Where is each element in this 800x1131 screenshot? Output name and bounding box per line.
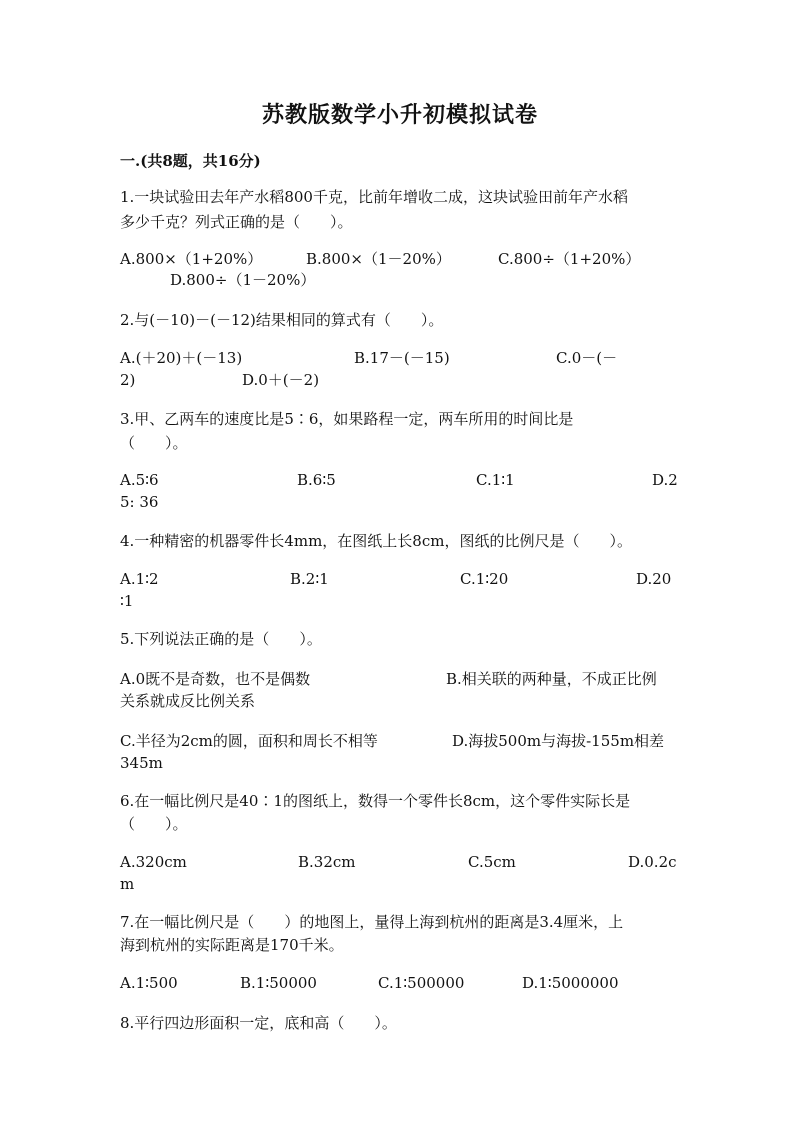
question-3-option-d-cont: 5: 36: [120, 493, 159, 511]
question-4-option-a: A.1∶2: [120, 570, 159, 588]
question-6-option-d-cont: m: [120, 875, 135, 893]
question-1-option-b: B.800×（1－20%）: [306, 250, 451, 268]
question-3-option-c: C.1∶1: [476, 471, 515, 489]
question-2-option-c-cont: 2): [120, 371, 136, 389]
question-5-option-a: A.0既不是奇数，也不是偶数: [120, 670, 311, 688]
question-3-option-a: A.5∶6: [120, 471, 159, 489]
question-5-option-d: D.海拔500m与海拔-155m相差: [452, 732, 665, 750]
question-3-option-d: D.2: [652, 471, 678, 489]
question-7-text: 7.在一幅比例尺是（ ）的地图上，量得上海到杭州的距离是3.4厘米，上: [120, 913, 624, 931]
question-1-option-d: D.800÷（1－20%）: [170, 271, 316, 289]
question-7-option-b: B.1∶50000: [240, 974, 317, 992]
question-5-option-b-cont: 关系就成反比例关系: [120, 692, 256, 710]
question-7-option-d: D.1∶5000000: [522, 974, 619, 992]
question-5-option-d-cont: 345m: [120, 754, 163, 772]
question-6-option-b: B.32cm: [298, 853, 356, 871]
question-2-option-d: D.0＋(－2): [242, 371, 320, 389]
question-4-option-d-cont: ∶1: [120, 592, 134, 610]
question-2-option-a: A.(＋20)＋(－13): [120, 349, 243, 367]
question-7-text-cont: 海到杭州的实际距离是170千米。: [120, 936, 344, 954]
question-6-text: 6.在一幅比例尺是40∶1的图纸上，数得一个零件长8cm，这个零件实际长是: [120, 792, 631, 810]
question-2-option-b: B.17－(－15): [354, 349, 450, 367]
question-2-option-c: C.0－(－: [556, 349, 618, 367]
question-6-option-a: A.320cm: [120, 853, 187, 871]
question-7-option-a: A.1∶500: [120, 974, 178, 992]
page-title: 苏教版数学小升初模拟试卷: [261, 102, 538, 128]
question-1-text: 1.一块试验田去年产水稻800千克，比前年增收二成，这块试验田前年产水稻: [120, 188, 628, 206]
question-4-option-c: C.1∶20: [460, 570, 509, 588]
question-6-option-d: D.0.2c: [628, 853, 677, 871]
question-4-text: 4.一种精密的机器零件长4mm，在图纸上长8cm，图纸的比例尺是（ ）。: [120, 532, 632, 550]
question-1-option-c: C.800÷（1+20%）: [498, 250, 641, 268]
question-1-option-a: A.800×（1+20%）: [120, 250, 263, 268]
question-3-text-cont: （ ）。: [120, 434, 188, 452]
question-8-text: 8.平行四边形面积一定，底和高（ ）。: [120, 1014, 397, 1032]
question-3-option-b: B.6∶5: [297, 471, 336, 489]
question-1-text-cont: 多少千克？列式正确的是（ ）。: [120, 213, 353, 231]
question-5-text: 5.下列说法正确的是（ ）。: [120, 630, 322, 648]
question-6-text-cont: （ ）。: [120, 815, 188, 833]
section-heading: 一.(共8题，共16分): [120, 152, 261, 170]
question-2-text: 2.与(－10)－(－12)结果相同的算式有（ ）。: [120, 311, 444, 329]
question-4-option-b: B.2∶1: [290, 570, 329, 588]
question-5-option-c: C.半径为2cm的圆，面积和周长不相等: [120, 732, 378, 750]
question-5-option-b: B.相关联的两种量，不成正比例: [446, 670, 657, 688]
question-4-option-d: D.20: [636, 570, 672, 588]
question-6-option-c: C.5cm: [468, 853, 516, 871]
question-3-text: 3.甲、乙两车的速度比是5∶6，如果路程一定，两车所用的时间比是: [120, 410, 574, 428]
question-7-option-c: C.1∶500000: [378, 974, 465, 992]
